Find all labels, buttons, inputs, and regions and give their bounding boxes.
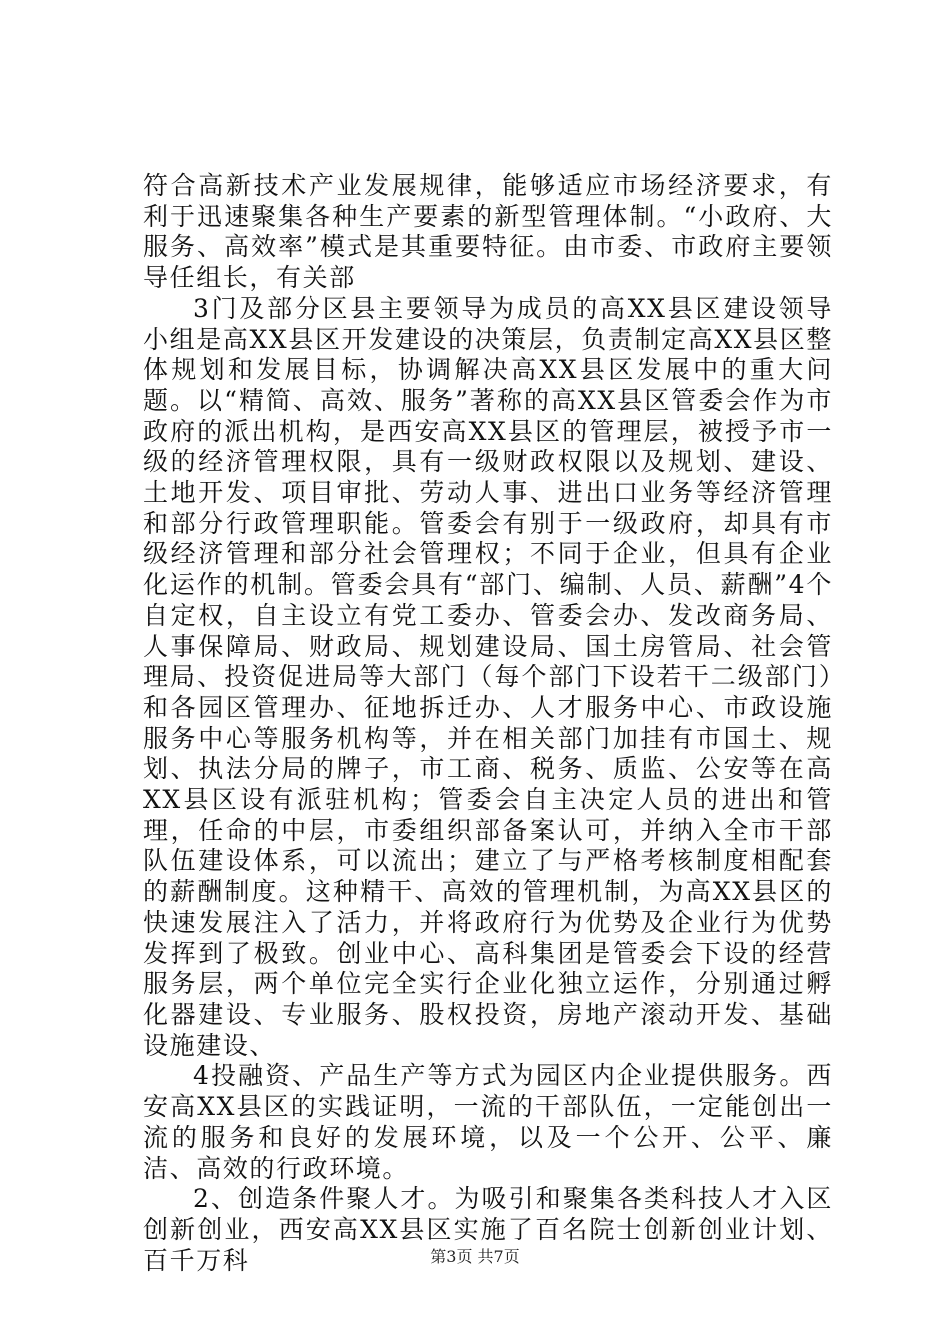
paragraph-3: 4投融资、产品生产等方式为园区内企业提供服务。西安高XX县区的实践证明，一流的干部队伍，一定能创出一流的服务和良好的发展环境，以及一个公开、公平、廉洁、高效的行政环境。 [143, 1061, 833, 1183]
paragraph-1: 符合高新技术产业发展规律，能够适应市场经济要求，有利于迅速聚集各种生产要素的新型管理体制。“小政府、大服务、高效率”模式是其重要特征。由市委、市政府主要领导任组长，有关部 [143, 171, 833, 293]
paragraph-2: 3门及部分区县主要领导为成员的高XX县区建设领导小组是高XX县区开发建设的决策层，负责制定高XX县区整体规划和发展目标，协调解决高XX县区发展中的重大问题。以“精简、高效、服务”著称的高XX县区管委会作为市政府的派出机构，是西安高XX县区的管理层，被授予市一级的经济管理权限，具有一级财政权限以及规划、建设、土地开发、项目审批、劳动人事、进出口业务等经济管理和部分行政管理职能。管委会有别于一级政府，却具有市级经济管理和部分社会管理权；不同于企业，但具有企业化运作的机制。管委会具有“部门、编制、人员、薪酬”4个自定权，自主设立有党工委办、管委会办、发改商务局、人事保障局、财政局、规划建设局、国土房管局、社会管理局、投资促进局等大部门（每个部门下设若干二级部门）和各园区管理办、征地拆迁办、人才服务中心、市政设施服务中心等服务机构等，并在相关部门加挂有市国土、规划、执法分局的牌子，市工商、税务、质监、公安等在高XX县区设有派驻机构；管委会自主决定人员的进出和管理，任命的中层，市委组织部备案认可，并纳入全市干部队伍建设体系，可以流出；建立了与严格考核制度相配套的薪酬制度。这种精干、高效的管理机制，为高XX县区的快速发展注入了活力，并将政府行为优势及企业行为优势发挥到了极致。创业中心、高科集团是管委会下设的经营服务层，两个单位完全实行企业化独立运作，分别通过孵化器建设、专业服务、股权投资，房地产滚动开发、基础设施建设、 [143, 293, 833, 1060]
page-number-footer: 第3页 共7页 [430, 1247, 520, 1266]
paragraph-4: 2、创造条件聚人才。为吸引和聚集各类科技人才入区创新创业，西安高XX县区实施了百名院士创新创业计划、百千万科 [143, 1184, 833, 1275]
document-body [143, 171, 833, 1276]
